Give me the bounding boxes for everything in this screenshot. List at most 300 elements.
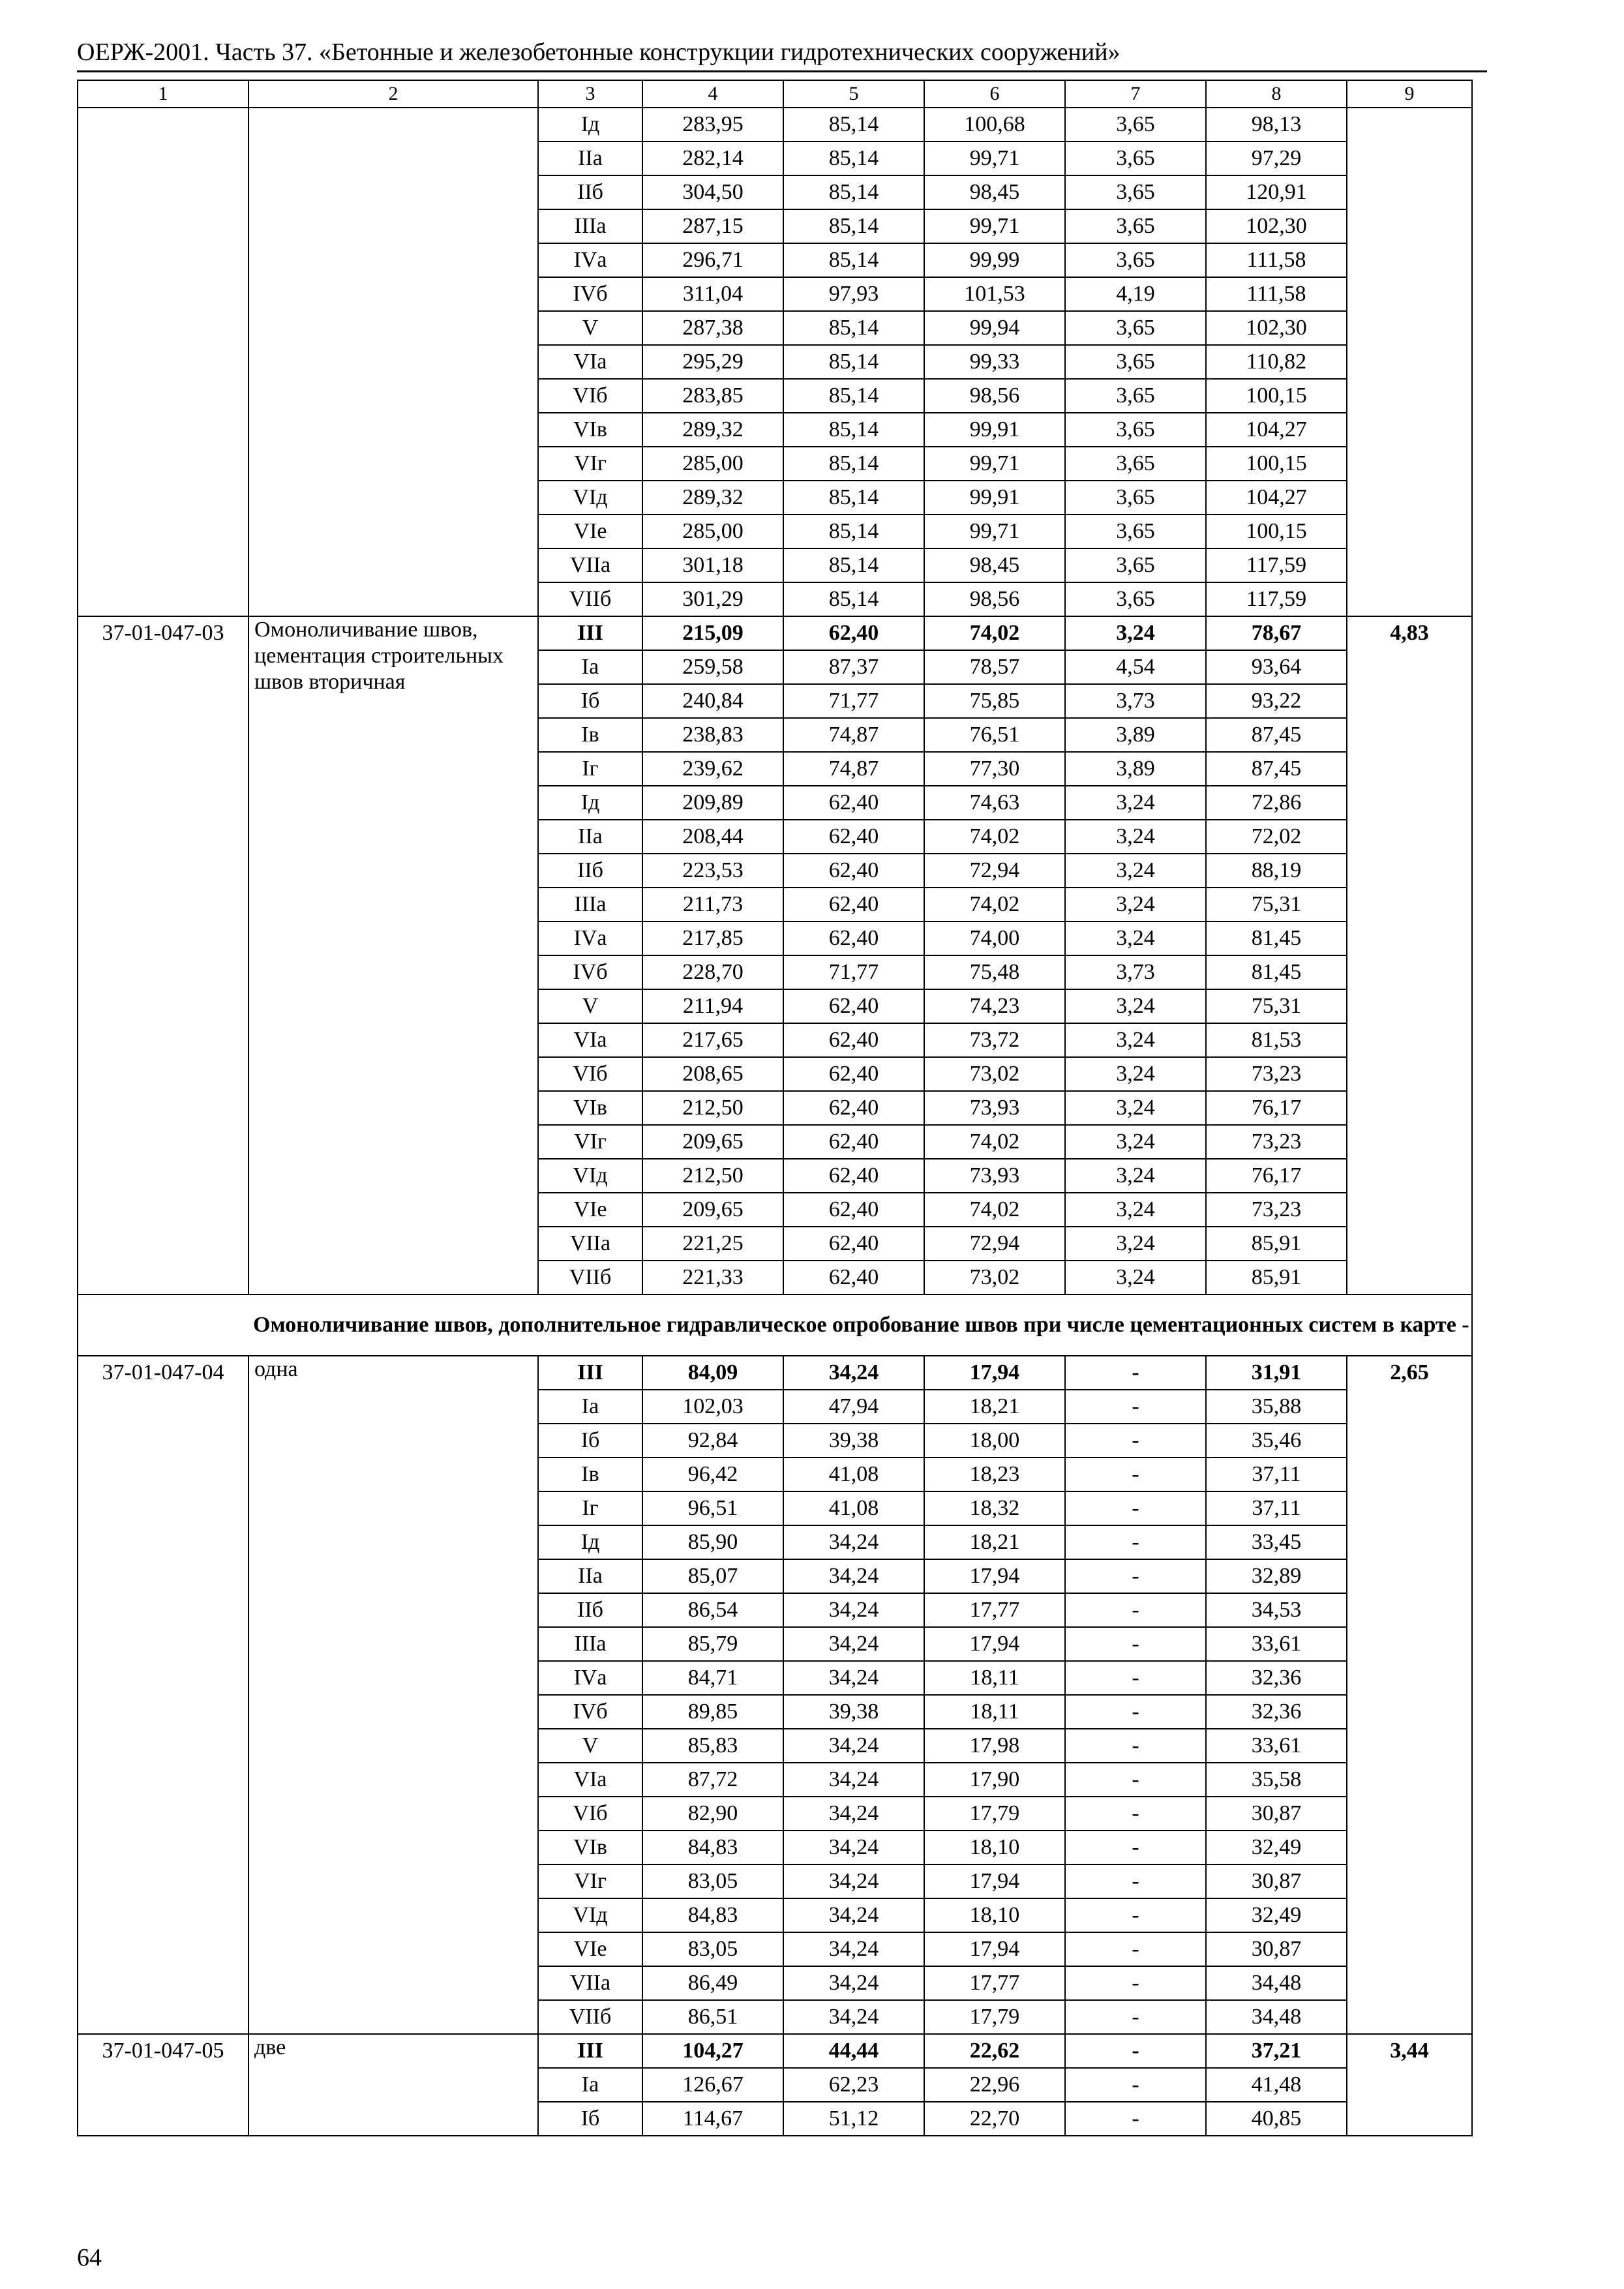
- value-cell: 84,71: [642, 1661, 783, 1695]
- value-cell: 86,49: [642, 1966, 783, 2000]
- value-cell: 209,65: [642, 1193, 783, 1227]
- value-cell: 37,11: [1206, 1491, 1347, 1525]
- value-cell: 34,24: [783, 1559, 924, 1593]
- value-cell: 92,84: [642, 1424, 783, 1458]
- zone-cell: Iд: [538, 1525, 642, 1559]
- value-cell: 22,96: [924, 2068, 1065, 2102]
- zone-cell: VIб: [538, 1797, 642, 1831]
- value-cell: 304,50: [642, 175, 783, 209]
- col9-cell: 3,44: [1347, 2034, 1472, 2136]
- value-cell: 17,79: [924, 2000, 1065, 2034]
- value-cell: 217,65: [642, 1023, 783, 1057]
- value-cell: 208,44: [642, 820, 783, 854]
- value-cell: 34,24: [783, 1966, 924, 2000]
- value-cell: 47,94: [783, 1390, 924, 1424]
- value-cell: -: [1065, 1966, 1206, 2000]
- value-cell: 62,23: [783, 2068, 924, 2102]
- zone-cell: VIд: [538, 481, 642, 515]
- value-cell: 3,65: [1065, 447, 1206, 481]
- value-cell: 120,91: [1206, 175, 1347, 209]
- zone-cell: VIIб: [538, 582, 642, 616]
- value-cell: -: [1065, 1729, 1206, 1763]
- zone-cell: IIб: [538, 854, 642, 888]
- value-cell: 73,23: [1206, 1193, 1347, 1227]
- value-cell: 75,48: [924, 955, 1065, 989]
- zone-cell: V: [538, 989, 642, 1023]
- value-cell: 3,65: [1065, 582, 1206, 616]
- value-cell: 287,38: [642, 311, 783, 345]
- zone-cell: VIа: [538, 1763, 642, 1797]
- value-cell: 111,58: [1206, 277, 1347, 311]
- value-cell: 285,00: [642, 515, 783, 548]
- description-cell: одна: [248, 1356, 538, 2034]
- value-cell: 84,83: [642, 1898, 783, 1932]
- value-cell: 34,24: [783, 1729, 924, 1763]
- value-cell: 33,45: [1206, 1525, 1347, 1559]
- value-cell: 17,94: [924, 1932, 1065, 1966]
- zone-cell: Iд: [538, 108, 642, 142]
- zone-cell: III: [538, 2034, 642, 2068]
- value-cell: 4,19: [1065, 277, 1206, 311]
- zone-cell: VIв: [538, 1831, 642, 1864]
- column-header: 7: [1065, 80, 1206, 108]
- zone-cell: IIIа: [538, 1627, 642, 1661]
- value-cell: 81,45: [1206, 955, 1347, 989]
- value-cell: -: [1065, 1831, 1206, 1864]
- value-cell: 17,79: [924, 1797, 1065, 1831]
- value-cell: 40,85: [1206, 2102, 1347, 2136]
- value-cell: 97,93: [783, 277, 924, 311]
- value-cell: 17,94: [924, 1356, 1065, 1390]
- value-cell: 104,27: [1206, 413, 1347, 447]
- zone-cell: IIа: [538, 820, 642, 854]
- value-cell: 3,24: [1065, 1125, 1206, 1159]
- value-cell: 18,10: [924, 1898, 1065, 1932]
- value-cell: 34,24: [783, 2000, 924, 2034]
- value-cell: 74,02: [924, 1193, 1065, 1227]
- value-cell: 85,79: [642, 1627, 783, 1661]
- value-cell: -: [1065, 1695, 1206, 1729]
- value-cell: 259,58: [642, 650, 783, 684]
- value-cell: 4,54: [1065, 650, 1206, 684]
- value-cell: 30,87: [1206, 1797, 1347, 1831]
- zone-cell: VIIа: [538, 1966, 642, 2000]
- value-cell: 62,40: [783, 1125, 924, 1159]
- value-cell: 83,05: [642, 1932, 783, 1966]
- description-cell: [248, 108, 538, 616]
- value-cell: -: [1065, 1390, 1206, 1424]
- value-cell: 62,40: [783, 1091, 924, 1125]
- code-cell: 37-01-047-03: [78, 616, 248, 1294]
- value-cell: 85,14: [783, 548, 924, 582]
- value-cell: 3,65: [1065, 379, 1206, 413]
- value-cell: 301,29: [642, 582, 783, 616]
- value-cell: 34,24: [783, 1932, 924, 1966]
- value-cell: -: [1065, 1356, 1206, 1390]
- value-cell: 34,24: [783, 1627, 924, 1661]
- zone-cell: VIг: [538, 1864, 642, 1898]
- zone-cell: VIа: [538, 345, 642, 379]
- value-cell: 34,24: [783, 1525, 924, 1559]
- value-cell: 33,61: [1206, 1627, 1347, 1661]
- value-cell: 41,08: [783, 1491, 924, 1525]
- value-cell: 289,32: [642, 481, 783, 515]
- value-cell: 74,02: [924, 1125, 1065, 1159]
- zone-cell: Iа: [538, 2068, 642, 2102]
- value-cell: 62,40: [783, 921, 924, 955]
- value-cell: 31,91: [1206, 1356, 1347, 1390]
- value-cell: 85,14: [783, 345, 924, 379]
- value-cell: 86,51: [642, 2000, 783, 2034]
- value-cell: 296,71: [642, 243, 783, 277]
- value-cell: 17,94: [924, 1559, 1065, 1593]
- value-cell: 18,10: [924, 1831, 1065, 1864]
- value-cell: 285,00: [642, 447, 783, 481]
- value-cell: 18,21: [924, 1390, 1065, 1424]
- zone-cell: VIIб: [538, 1261, 642, 1294]
- zone-cell: Iа: [538, 1390, 642, 1424]
- value-cell: 311,04: [642, 277, 783, 311]
- value-cell: 3,65: [1065, 548, 1206, 582]
- zone-cell: VIв: [538, 1091, 642, 1125]
- value-cell: 212,50: [642, 1091, 783, 1125]
- value-cell: 239,62: [642, 752, 783, 786]
- value-cell: 76,51: [924, 718, 1065, 752]
- description-cell: Омоноличивание швов, цементация строительных швов вторичная: [248, 616, 538, 1294]
- value-cell: 35,88: [1206, 1390, 1347, 1424]
- value-cell: 39,38: [783, 1424, 924, 1458]
- value-cell: 99,99: [924, 243, 1065, 277]
- value-cell: 17,77: [924, 1593, 1065, 1627]
- value-cell: 3,65: [1065, 515, 1206, 548]
- zone-cell: IVа: [538, 243, 642, 277]
- zone-cell: Iв: [538, 1458, 642, 1491]
- value-cell: 72,94: [924, 1227, 1065, 1261]
- value-cell: -: [1065, 1559, 1206, 1593]
- value-cell: 62,40: [783, 1057, 924, 1091]
- value-cell: 99,91: [924, 413, 1065, 447]
- value-cell: 83,05: [642, 1864, 783, 1898]
- value-cell: 74,63: [924, 786, 1065, 820]
- value-cell: 223,53: [642, 854, 783, 888]
- value-cell: 240,84: [642, 684, 783, 718]
- value-cell: 295,29: [642, 345, 783, 379]
- value-cell: 17,90: [924, 1763, 1065, 1797]
- column-header: 6: [924, 80, 1065, 108]
- value-cell: 99,71: [924, 515, 1065, 548]
- rates-table: [77, 80, 1473, 2136]
- column-header: 9: [1347, 80, 1472, 108]
- value-cell: 100,15: [1206, 515, 1347, 548]
- value-cell: 85,14: [783, 311, 924, 345]
- value-cell: -: [1065, 1763, 1206, 1797]
- value-cell: 99,91: [924, 481, 1065, 515]
- value-cell: 85,14: [783, 481, 924, 515]
- value-cell: 34,24: [783, 1831, 924, 1864]
- value-cell: 3,24: [1065, 1193, 1206, 1227]
- value-cell: 51,12: [783, 2102, 924, 2136]
- zone-cell: VIе: [538, 515, 642, 548]
- value-cell: 85,14: [783, 108, 924, 142]
- zone-cell: VIг: [538, 1125, 642, 1159]
- value-cell: 3,24: [1065, 888, 1206, 921]
- value-cell: 32,49: [1206, 1898, 1347, 1932]
- value-cell: 41,08: [783, 1458, 924, 1491]
- value-cell: 74,02: [924, 616, 1065, 650]
- value-cell: 71,77: [783, 684, 924, 718]
- col9-cell: 2,65: [1347, 1356, 1472, 2034]
- value-cell: 34,53: [1206, 1593, 1347, 1627]
- value-cell: 104,27: [1206, 481, 1347, 515]
- value-cell: 217,85: [642, 921, 783, 955]
- zone-cell: Iг: [538, 752, 642, 786]
- value-cell: 99,33: [924, 345, 1065, 379]
- zone-cell: Iд: [538, 786, 642, 820]
- value-cell: 228,70: [642, 955, 783, 989]
- value-cell: 77,30: [924, 752, 1065, 786]
- zone-cell: VIа: [538, 1023, 642, 1057]
- value-cell: 3,65: [1065, 175, 1206, 209]
- value-cell: 73,02: [924, 1261, 1065, 1294]
- value-cell: 76,17: [1206, 1159, 1347, 1193]
- value-cell: 85,14: [783, 209, 924, 243]
- value-cell: 34,24: [783, 1356, 924, 1390]
- value-cell: 74,02: [924, 820, 1065, 854]
- value-cell: 283,85: [642, 379, 783, 413]
- value-cell: 3,24: [1065, 1023, 1206, 1057]
- value-cell: 62,40: [783, 989, 924, 1023]
- value-cell: 62,40: [783, 888, 924, 921]
- value-cell: 3,24: [1065, 820, 1206, 854]
- value-cell: 110,82: [1206, 345, 1347, 379]
- table-row: [78, 1356, 1472, 1390]
- value-cell: 18,32: [924, 1491, 1065, 1525]
- value-cell: 85,90: [642, 1525, 783, 1559]
- value-cell: 74,87: [783, 752, 924, 786]
- value-cell: 18,23: [924, 1458, 1065, 1491]
- zone-cell: VIг: [538, 447, 642, 481]
- zone-cell: V: [538, 311, 642, 345]
- value-cell: 96,42: [642, 1458, 783, 1491]
- value-cell: -: [1065, 2000, 1206, 2034]
- value-cell: 102,30: [1206, 311, 1347, 345]
- value-cell: 3,24: [1065, 786, 1206, 820]
- value-cell: 88,19: [1206, 854, 1347, 888]
- column-header: 8: [1206, 80, 1347, 108]
- value-cell: 35,58: [1206, 1763, 1347, 1797]
- value-cell: 44,44: [783, 2034, 924, 2068]
- value-cell: 32,36: [1206, 1695, 1347, 1729]
- zone-cell: VIе: [538, 1932, 642, 1966]
- value-cell: 209,89: [642, 786, 783, 820]
- value-cell: 3,89: [1065, 718, 1206, 752]
- value-cell: 62,40: [783, 616, 924, 650]
- value-cell: 3,24: [1065, 616, 1206, 650]
- value-cell: 78,67: [1206, 616, 1347, 650]
- value-cell: 3,24: [1065, 989, 1206, 1023]
- value-cell: 89,85: [642, 1695, 783, 1729]
- value-cell: 111,58: [1206, 243, 1347, 277]
- value-cell: -: [1065, 1864, 1206, 1898]
- value-cell: 3,89: [1065, 752, 1206, 786]
- value-cell: 238,83: [642, 718, 783, 752]
- code-cell: 37-01-047-04: [78, 1356, 248, 2034]
- value-cell: 211,73: [642, 888, 783, 921]
- value-cell: 215,09: [642, 616, 783, 650]
- value-cell: 62,40: [783, 820, 924, 854]
- value-cell: 84,09: [642, 1356, 783, 1390]
- value-cell: 74,00: [924, 921, 1065, 955]
- value-cell: 3,24: [1065, 1227, 1206, 1261]
- value-cell: 3,24: [1065, 1159, 1206, 1193]
- zone-cell: IIа: [538, 1559, 642, 1593]
- value-cell: 34,24: [783, 1763, 924, 1797]
- value-cell: 85,14: [783, 379, 924, 413]
- value-cell: 93,22: [1206, 684, 1347, 718]
- value-cell: 117,59: [1206, 548, 1347, 582]
- value-cell: 98,56: [924, 582, 1065, 616]
- value-cell: 30,87: [1206, 1864, 1347, 1898]
- value-cell: 117,59: [1206, 582, 1347, 616]
- zone-cell: IVа: [538, 921, 642, 955]
- value-cell: -: [1065, 1525, 1206, 1559]
- value-cell: -: [1065, 1458, 1206, 1491]
- zone-cell: VIе: [538, 1193, 642, 1227]
- zone-cell: III: [538, 1356, 642, 1390]
- value-cell: 75,31: [1206, 888, 1347, 921]
- value-cell: 32,49: [1206, 1831, 1347, 1864]
- zone-cell: III: [538, 616, 642, 650]
- value-cell: 17,94: [924, 1627, 1065, 1661]
- rates-table-body: [78, 80, 1472, 2136]
- zone-cell: Iг: [538, 1491, 642, 1525]
- value-cell: 87,72: [642, 1763, 783, 1797]
- value-cell: 85,14: [783, 582, 924, 616]
- zone-cell: Iв: [538, 718, 642, 752]
- value-cell: 3,65: [1065, 209, 1206, 243]
- value-cell: 211,94: [642, 989, 783, 1023]
- code-cell: [78, 108, 248, 616]
- value-cell: 3,24: [1065, 854, 1206, 888]
- value-cell: 3,65: [1065, 311, 1206, 345]
- zone-cell: IVб: [538, 1695, 642, 1729]
- col9-cell: [1347, 108, 1472, 616]
- zone-cell: IVб: [538, 277, 642, 311]
- value-cell: 3,24: [1065, 1057, 1206, 1091]
- value-cell: 34,48: [1206, 1966, 1347, 2000]
- value-cell: 100,15: [1206, 379, 1347, 413]
- value-cell: 32,36: [1206, 1661, 1347, 1695]
- value-cell: 287,15: [642, 209, 783, 243]
- column-header: 3: [538, 80, 642, 108]
- value-cell: 62,40: [783, 1159, 924, 1193]
- value-cell: 17,98: [924, 1729, 1065, 1763]
- value-cell: 98,13: [1206, 108, 1347, 142]
- value-cell: -: [1065, 1593, 1206, 1627]
- value-cell: -: [1065, 1661, 1206, 1695]
- zone-cell: IIб: [538, 175, 642, 209]
- section-title: Омоноличивание швов, дополнительное гидравлическое опробование швов при числе цементационных систем в карте -: [78, 1294, 1472, 1356]
- value-cell: 75,85: [924, 684, 1065, 718]
- zone-cell: VIб: [538, 1057, 642, 1091]
- column-header-row: [78, 80, 1472, 108]
- value-cell: -: [1065, 2102, 1206, 2136]
- value-cell: 283,95: [642, 108, 783, 142]
- value-cell: 87,45: [1206, 752, 1347, 786]
- value-cell: 18,00: [924, 1424, 1065, 1458]
- value-cell: 34,24: [783, 1797, 924, 1831]
- value-cell: 104,27: [642, 2034, 783, 2068]
- value-cell: 18,11: [924, 1661, 1065, 1695]
- value-cell: 76,17: [1206, 1091, 1347, 1125]
- value-cell: 37,21: [1206, 2034, 1347, 2068]
- zone-cell: VIд: [538, 1898, 642, 1932]
- value-cell: 101,53: [924, 277, 1065, 311]
- value-cell: 85,14: [783, 515, 924, 548]
- value-cell: 85,14: [783, 243, 924, 277]
- value-cell: 114,67: [642, 2102, 783, 2136]
- value-cell: 32,89: [1206, 1559, 1347, 1593]
- value-cell: 3,73: [1065, 684, 1206, 718]
- value-cell: 73,02: [924, 1057, 1065, 1091]
- value-cell: 99,71: [924, 209, 1065, 243]
- value-cell: 81,45: [1206, 921, 1347, 955]
- zone-cell: IIа: [538, 142, 642, 175]
- col9-cell: 4,83: [1347, 616, 1472, 1294]
- value-cell: 62,40: [783, 1023, 924, 1057]
- value-cell: 85,07: [642, 1559, 783, 1593]
- value-cell: 62,40: [783, 854, 924, 888]
- value-cell: 85,91: [1206, 1227, 1347, 1261]
- table-row: [78, 108, 1472, 142]
- column-header: 5: [783, 80, 924, 108]
- zone-cell: VIIб: [538, 2000, 642, 2034]
- header-rule: [77, 70, 1487, 72]
- value-cell: 74,23: [924, 989, 1065, 1023]
- section-title-row: [78, 1294, 1472, 1356]
- value-cell: 3,24: [1065, 1091, 1206, 1125]
- zone-cell: VIIа: [538, 1227, 642, 1261]
- zone-cell: Iб: [538, 2102, 642, 2136]
- value-cell: 81,53: [1206, 1023, 1347, 1057]
- document-header: ОЕРЖ-2001. Часть 37. «Бетонные и железобетонные конструкции гидротехнических сооружений»: [77, 38, 1120, 66]
- value-cell: 3,65: [1065, 413, 1206, 447]
- value-cell: 33,61: [1206, 1729, 1347, 1763]
- column-header: 4: [642, 80, 783, 108]
- zone-cell: Iб: [538, 1424, 642, 1458]
- zone-cell: VIв: [538, 413, 642, 447]
- value-cell: 22,70: [924, 2102, 1065, 2136]
- value-cell: 74,87: [783, 718, 924, 752]
- value-cell: 97,29: [1206, 142, 1347, 175]
- value-cell: 86,54: [642, 1593, 783, 1627]
- value-cell: 99,94: [924, 311, 1065, 345]
- value-cell: 221,33: [642, 1261, 783, 1294]
- value-cell: 99,71: [924, 447, 1065, 481]
- value-cell: -: [1065, 1898, 1206, 1932]
- value-cell: 301,18: [642, 548, 783, 582]
- zone-cell: Iа: [538, 650, 642, 684]
- value-cell: 18,21: [924, 1525, 1065, 1559]
- column-header: 1: [78, 80, 248, 108]
- value-cell: 209,65: [642, 1125, 783, 1159]
- value-cell: 85,14: [783, 142, 924, 175]
- value-cell: 85,91: [1206, 1261, 1347, 1294]
- value-cell: 208,65: [642, 1057, 783, 1091]
- table-row: [78, 2034, 1472, 2068]
- value-cell: 39,38: [783, 1695, 924, 1729]
- value-cell: 85,83: [642, 1729, 783, 1763]
